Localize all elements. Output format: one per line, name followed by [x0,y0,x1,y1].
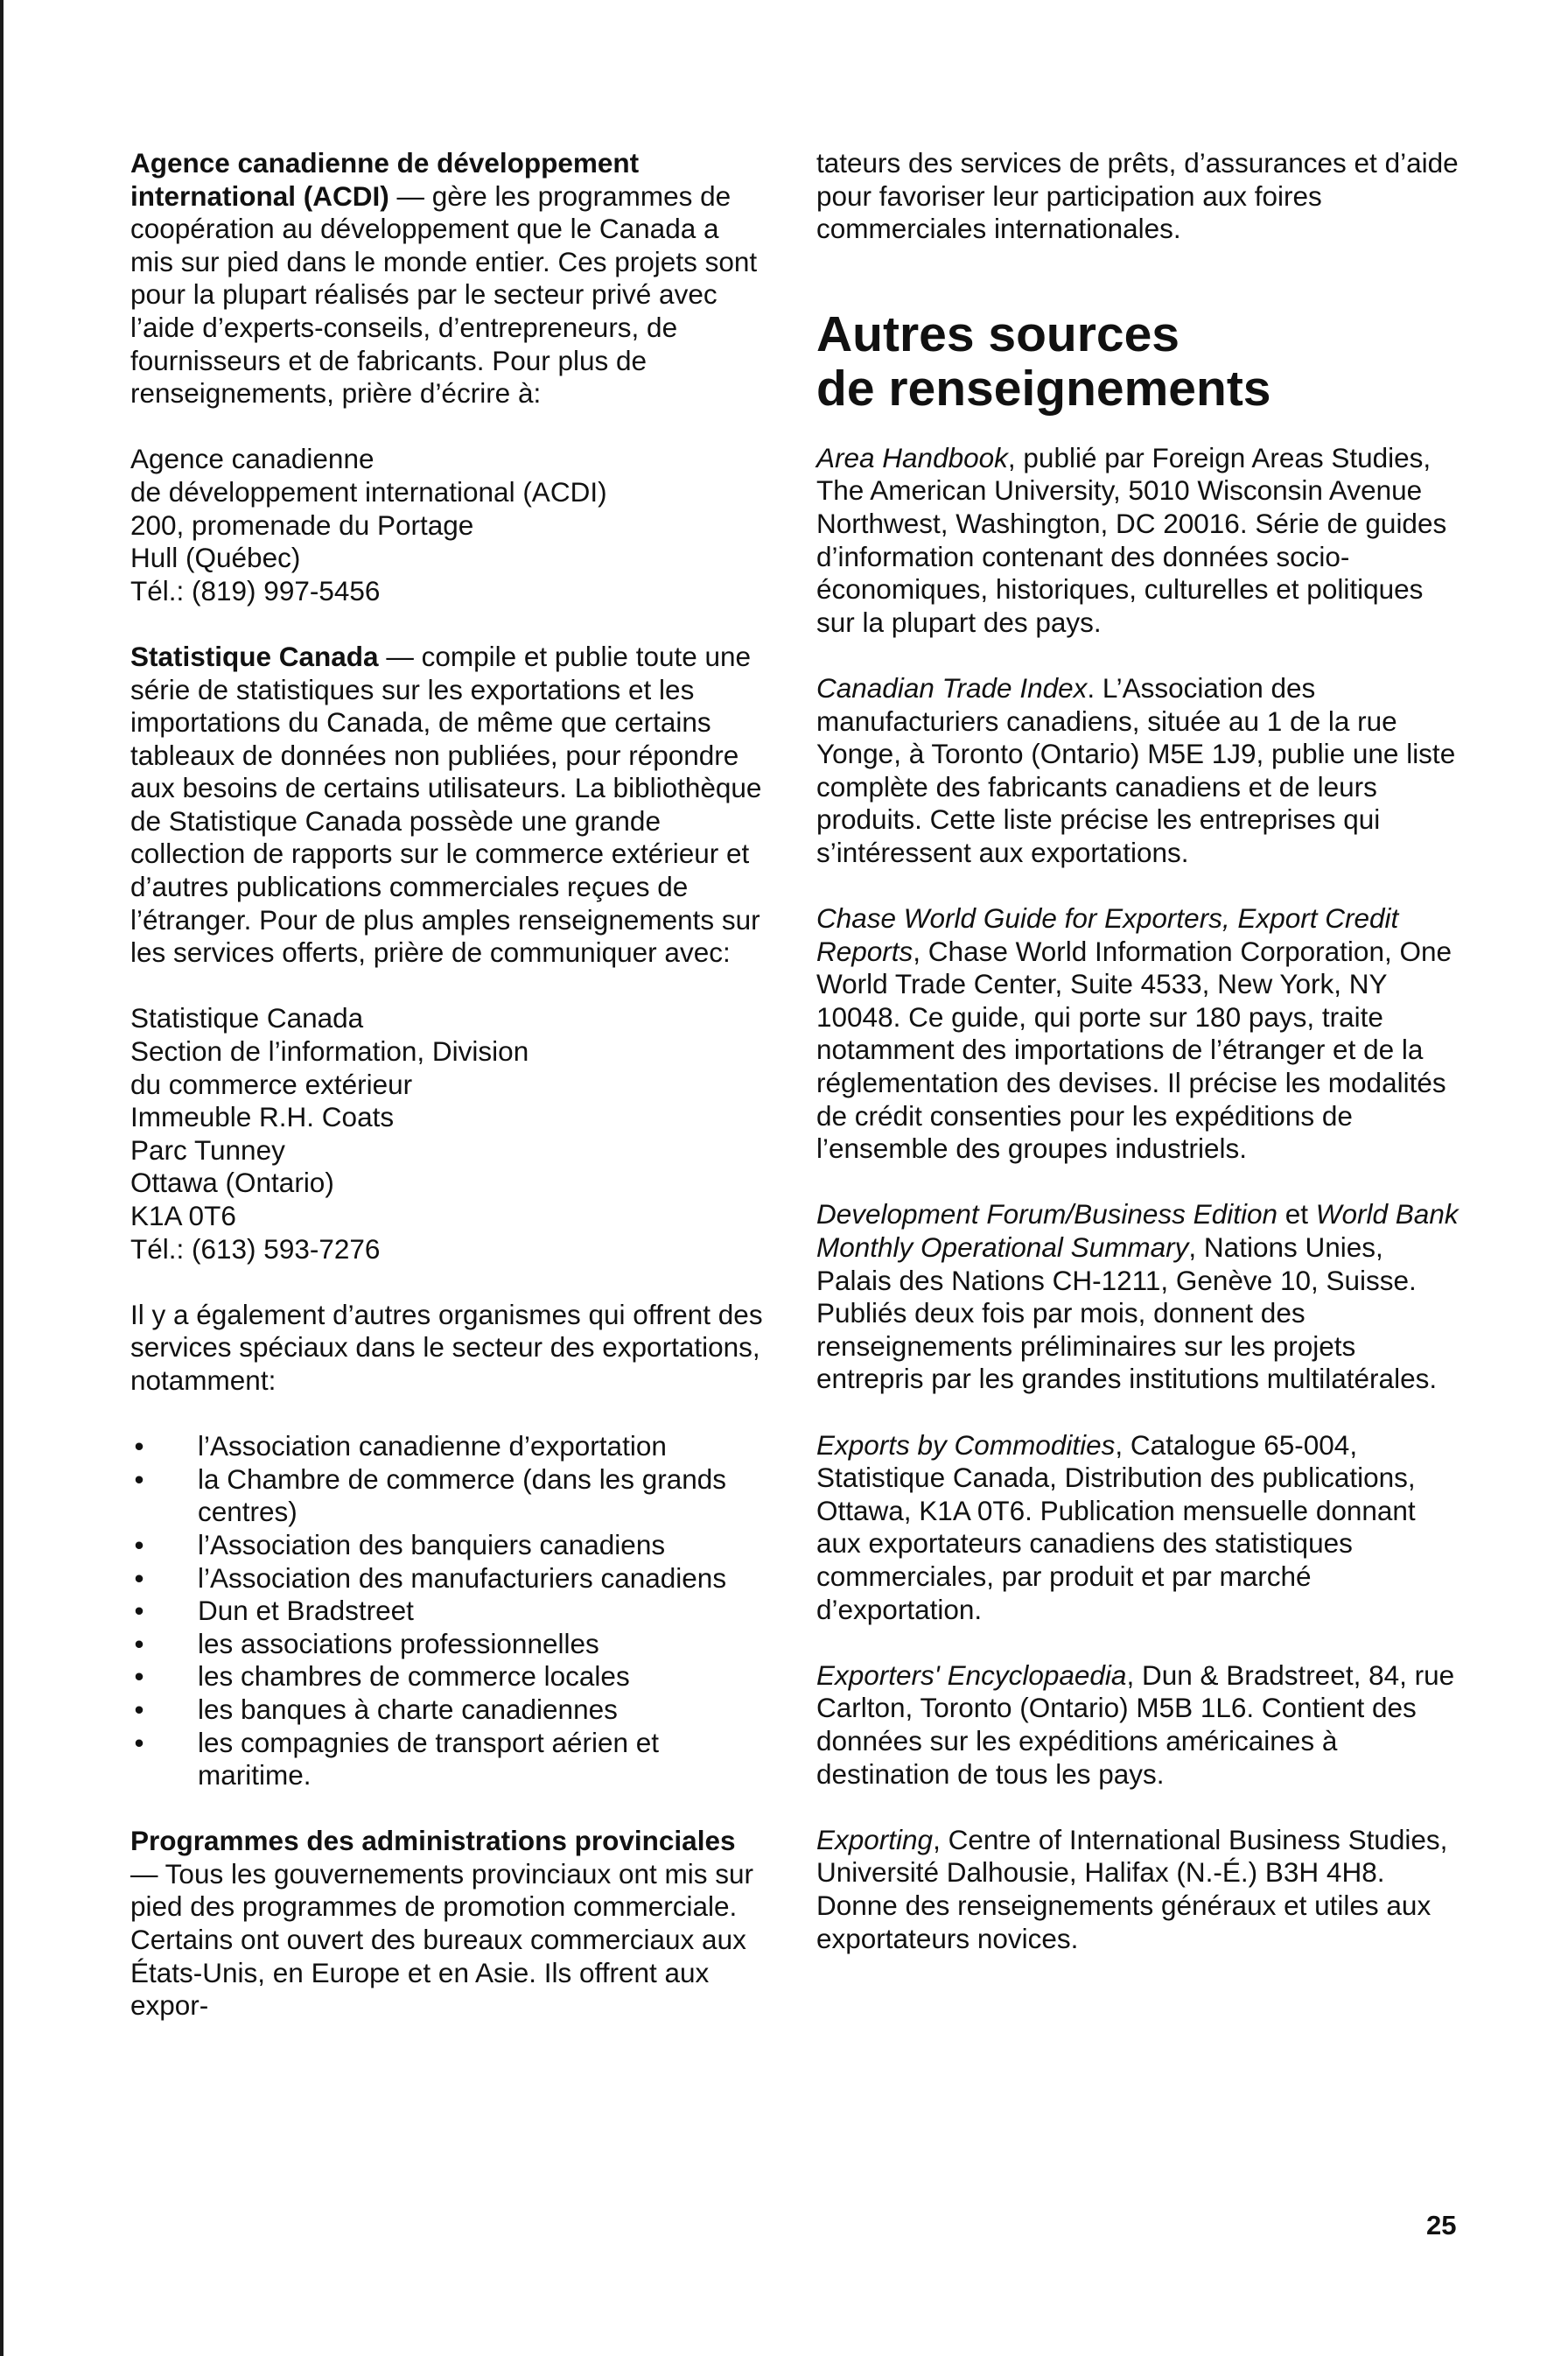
bullet-icon: • [134,1726,144,1758]
provincial-body: — Tous les gouvernements provinciaux ont mis sur pied des programmes de promotion commerciale. Certains ont ouvert des bureaux commerciaux aux États-Unis, en Europe et en Asie. Ils offrent aux expor- [130,1857,753,2022]
statcan-paragraph [130,641,769,970]
reference-text: , Dun & Bradstreet, 84, rue Carlton, Toronto (Ontario) M5B 1L6. Contient des données sur les expéditions américaines à destination de tous les pays. [816,1658,1455,1790]
address-line: Hull (Québec) [130,542,301,574]
reference-title: Chase World Guide for Exporters, Export Credit Reports [816,902,1399,967]
reference-entry [816,1659,1464,1791]
address-line: de développement international (ACDI) [130,475,607,508]
organizations-list [130,1430,769,1792]
list-item: • les compagnies de transport aérien et maritime. [130,1727,769,1792]
bullet-icon: • [134,1627,144,1659]
list-item: • l’Association canadienne d’exportation [130,1430,769,1463]
reference-entry [816,902,1464,1166]
statcan-address [130,1002,769,1266]
reference-title: Exporting [816,1823,934,1855]
address-line: Section de l’information, Division [130,1035,529,1068]
address-line: Statistique Canada [130,1002,364,1034]
reference-text: , Nations Unies, Palais des Nations CH-1211, Genève 10, Suisse. Publiés deux fois par mois, donnent des renseignements préliminaires sur les projets entrepris par les grandes institutions multilatérales. [816,1231,1438,1395]
bullet-icon: • [134,1430,144,1462]
address-line: Immeuble R.H. Coats [130,1101,395,1133]
list-item: • les banques à charte canadiennes [130,1693,769,1727]
phone-line: Tél.: (819) 997-5456 [130,574,381,607]
reference-entry [816,672,1464,870]
bullet-icon: • [134,1528,144,1560]
page-number: 25 [1426,2210,1457,2240]
left-column [130,147,769,2055]
bullet-icon: • [134,1462,144,1495]
bullet-icon: • [134,1693,144,1725]
acdi-body: — gère les programmes de coopération au développement que le Canada a mis sur pied dans le monde entier. Ces projets sont pour la plupart réalisés par le secteur privé avec l’aide d’experts-conseils, d’entrepreneurs, de fournisseurs et de fabricants. Pour plus de renseignements, prière d’écrire à: [130,179,758,410]
continuation-paragraph: tateurs des services de prêts, d’assurances et d’aide pour favoriser leur participation aux foires commerciales internationales. [816,147,1459,245]
statcan-title: Statistique Canada [130,640,379,672]
address-line: 200, promenade du Portage [130,508,474,541]
reference-entry [816,442,1464,640]
reference-entry [816,1429,1464,1627]
list-item: • l’Association des banquiers canadiens [130,1529,769,1562]
reference-text: , publié par Foreign Areas Studies, The American University, 5010 Wisconsin Avenue Northwest, Washington, DC 20016. Série de guides d’information contenant des données socio-économiques, historiques, culturelles et politiques sur la plupart des pays. [816,441,1447,638]
acdi-address [130,443,769,607]
list-item: • les chambres de commerce locales [130,1660,769,1693]
reference-text: . L’Association des manufacturiers canadiens, située au 1 de la rue Yonge, à Toronto (Ontario) M5E 1J9, publie une liste complète des fabricants canadiens et de leurs produits. Cette liste précise les entreprises qui s’intéressent aux exportations. [816,671,1456,868]
reference-entry [816,1824,1464,1955]
reference-text: , Catalogue 65-004, Statistique Canada, Distribution des publications, Ottawa, K1A 0T6. Publication mensuelle donnant aux exportateurs canadiens des statistiques commerciales, par produit et par marché d’exportation. [816,1428,1416,1625]
reference-title: Exports by Commodities [816,1428,1116,1461]
right-column [816,147,1464,1988]
postal-code-line: K1A 0T6 [130,1200,236,1231]
reference-title-secondary: World Bank Monthly Operational Summary [816,1198,1459,1264]
provincial-paragraph [130,1825,769,2023]
list-item: • l’Association des manufacturiers canadiens [130,1562,769,1595]
bullet-icon: • [134,1561,144,1594]
statcan-body: — compile et publie toute une série de statistiques sur les exportations et les importations du Canada, de même que certains tableaux de données non publiées, pour répondre aux besoins de certains utilisateurs. La bibliothèque de Statistique Canada possède une grande collection de rapports sur le commerce extérieur et d’autres publications commerciales reçues de l’étranger. Pour de plus amples renseignements sur les services offerts, prière de communiquer avec: [130,640,762,969]
list-item: • la Chambre de commerce (dans les grands centres) [130,1463,769,1529]
page-edge [0,0,4,2356]
provincial-title: Programmes des administrations provinciales [130,1825,736,1857]
bullet-icon: • [134,1660,144,1693]
acdi-title: Agence canadienne de développement international (ACDI) [130,147,640,212]
address-line: Parc Tunney [130,1133,285,1166]
phone-line: Tél.: (613) 593-7276 [130,1232,381,1265]
list-item: • Dun et Bradstreet [130,1595,769,1628]
list-item: • les associations professionnelles [130,1628,769,1661]
reference-text: , Centre of International Business Studies, Université Dalhousie, Halifax (N.-É.) B3H 4H8. Donne des renseignements généraux et utiles aux exportateurs novices. [816,1823,1448,1954]
section-heading-line: Autres sources [816,305,1180,362]
reference-entry [816,1198,1464,1396]
reference-text: , Chase World Information Corporation, One World Trade Center, Suite 4533, New York, NY 10048. Ce guide, qui porte sur 180 pays, traite notamment des importations de l’étranger et de la réglementation des devises. Il précise les modalités de crédit consenties pour les expéditions de l’ensemble des groupes industriels. [816,935,1452,1165]
bullet-icon: • [134,1595,144,1627]
others-intro: Il y a également d’autres organismes qui offrent des services spéciaux dans le secteur des exportations, notamment: [130,1298,763,1396]
section-heading-line: de renseignements [816,360,1271,417]
reference-title: Development Forum/Business Edition [816,1198,1278,1231]
section-heading [816,307,1464,416]
reference-title: Canadian Trade Index [816,671,1088,704]
address-line: Ottawa (Ontario) [130,1167,334,1199]
reference-connector: et [1278,1198,1316,1231]
address-line: du commerce extérieur [130,1068,413,1100]
reference-title: Area Handbook [816,441,1008,473]
reference-title: Exporters' Encyclopaedia [816,1658,1127,1691]
acdi-paragraph [130,147,769,410]
address-line: Agence canadienne [130,443,374,475]
